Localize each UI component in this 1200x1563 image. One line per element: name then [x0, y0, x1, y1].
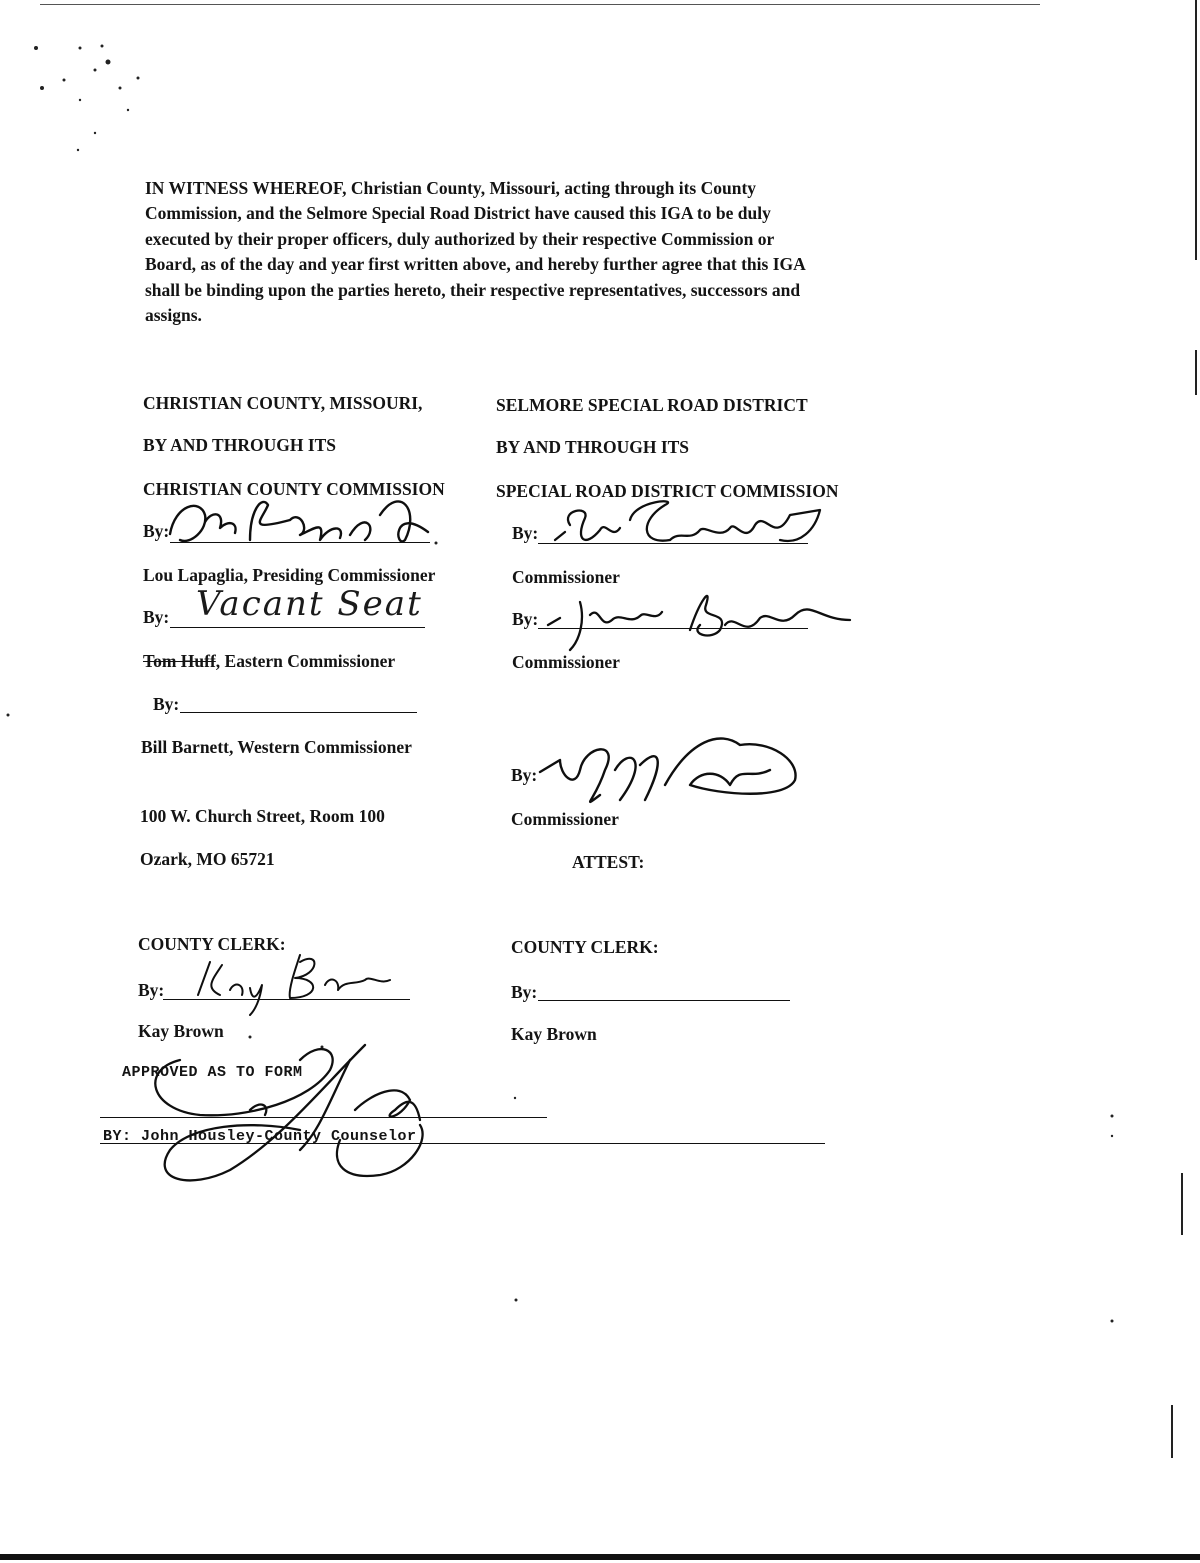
- right-attest-label: ATTEST:: [572, 852, 645, 872]
- left-clerk-by-label: By:: [138, 980, 165, 1000]
- right-heading-district: SELMORE SPECIAL ROAD DISTRICT: [496, 395, 808, 415]
- right-heading-commission: SPECIAL ROAD DISTRICT COMMISSION: [496, 481, 839, 501]
- right-heading-through: BY AND THROUGH ITS: [496, 437, 690, 457]
- vacant-seat-handwriting: Vacant Seat: [196, 584, 423, 624]
- left-heading-county: CHRISTIAN COUNTY, MISSOURI,: [143, 393, 423, 413]
- right-signer-2-title: Commissioner: [512, 652, 620, 672]
- jeff-signature: [540, 738, 796, 801]
- counselor-signature: [155, 1045, 422, 1180]
- campbell-signature: [555, 501, 820, 541]
- struck-name: Tom Huff: [143, 651, 216, 671]
- left-heading-commission: CHRISTIAN COUNTY COMMISSION: [143, 479, 445, 499]
- witness-lead: IN WITNESS WHEREOF,: [145, 178, 347, 198]
- witness-body: Christian County, Missouri, acting through its County Commission, and the Selmore Special Road District have caused this IGA to be duly executed by their proper officers, duly authorized by their respective Commission or Board, as of the day and year first written above, and hereby further agree that this IGA shall be binding upon the parties hereto, their respective representatives, successors and assigns.: [145, 178, 805, 326]
- left-heading-through: BY AND THROUGH ITS: [143, 435, 337, 455]
- left-by-label-3: By:: [153, 694, 180, 714]
- right-clerk-by-label: By:: [511, 982, 538, 1002]
- left-signer-3-title: Bill Barnett, Western Commissioner: [141, 737, 412, 757]
- left-clerk-name: Kay Brown: [138, 1021, 224, 1041]
- bryant-signature: [548, 596, 850, 650]
- lapaglia-signature: [170, 501, 428, 541]
- left-address-street: 100 W. Church Street, Room 100: [140, 806, 385, 826]
- left-clerk-heading: COUNTY CLERK:: [138, 934, 286, 954]
- scan-specks: [7, 45, 1114, 1323]
- left-by-label-2: By:: [143, 607, 170, 627]
- right-by-label-3: By:: [511, 765, 538, 785]
- edge-marks: [1172, 0, 1196, 1458]
- counselor-by-line: BY: John Housley-County Counselor: [103, 1128, 417, 1145]
- left-signer-2-role: , Eastern Commissioner: [215, 651, 396, 671]
- right-clerk-heading: COUNTY CLERK:: [511, 937, 659, 957]
- left-signer-1-title: Lou Lapaglia, Presiding Commissioner: [143, 565, 436, 585]
- kay-brown-signature: [198, 955, 390, 1015]
- left-by-label-1: By:: [143, 521, 170, 541]
- right-by-label-2: By:: [512, 609, 539, 629]
- right-signer-1-title: Commissioner: [512, 567, 620, 587]
- right-by-label-1: By:: [512, 523, 539, 543]
- right-signer-3-title: Commissioner: [511, 809, 619, 829]
- right-clerk-name: Kay Brown: [511, 1024, 597, 1044]
- left-address-city: Ozark, MO 65721: [140, 849, 275, 869]
- approved-as-to-form: APPROVED AS TO FORM: [122, 1064, 303, 1081]
